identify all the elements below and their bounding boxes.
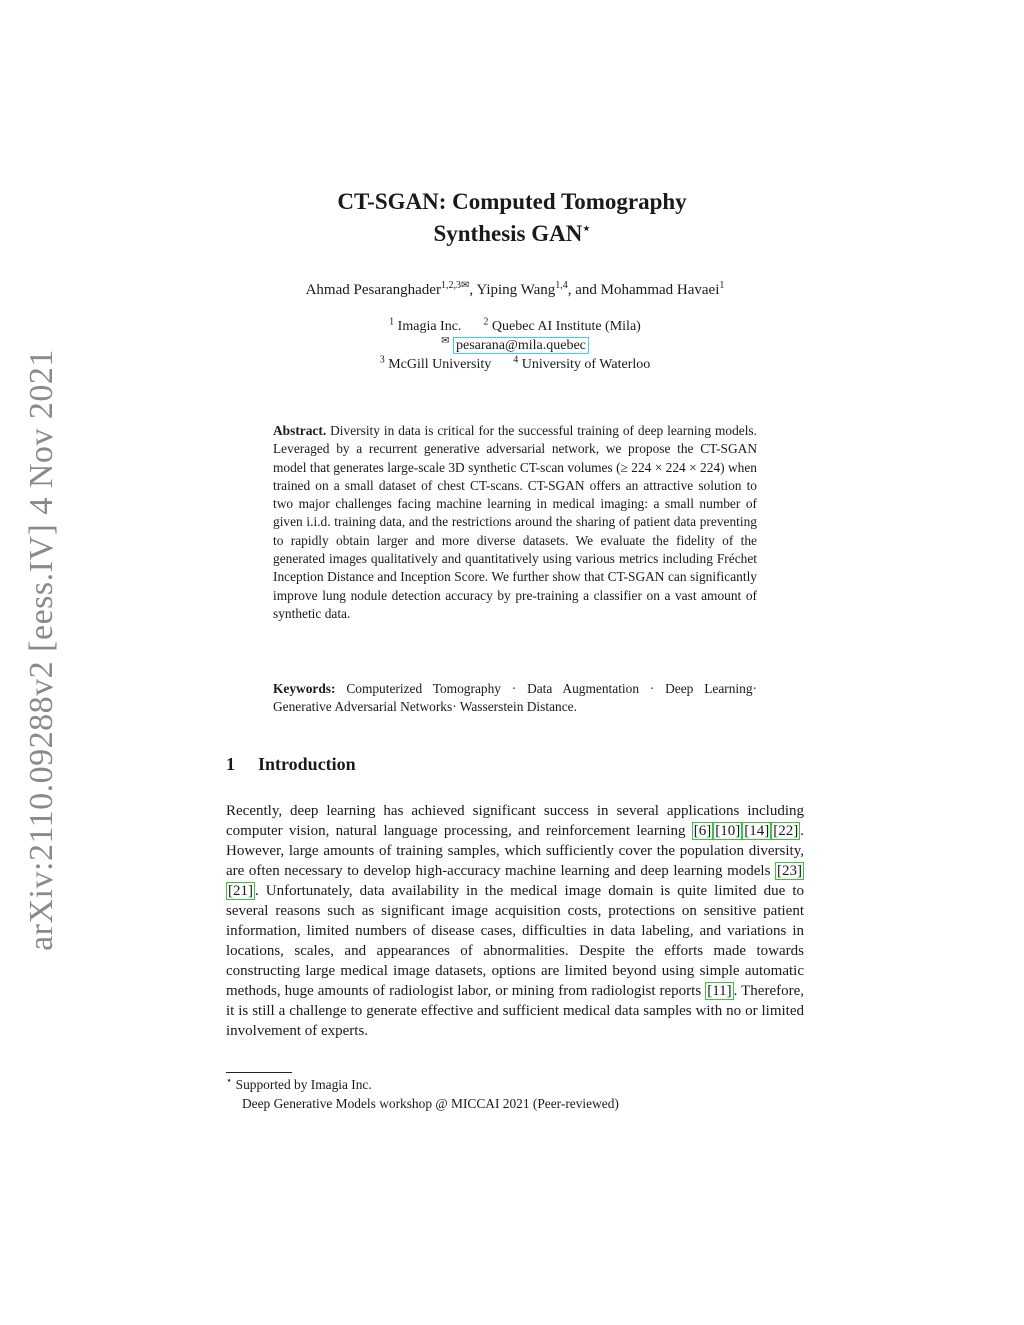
abstract-text: Diversity in data is critical for the successful training of deep learning models. Leveraged by a recurrent generative adversarial network, we propose the CT-SGAN model that generates large-scale 3D synthetic CT-scan volumes (≥ 224 × 224 × 224) when trained on a small dataset of chest CT-scans. CT-SGAN offers an attractive solution to two major challenges facing machine learning in medical imaging: a small number of given i.i.d. training data, and the restrictions around the sharing of patient data preventing to rapidly obtain larger and more diverse datasets. We evaluate the fidelity of the generated images qualitatively and quantitatively using various metrics including Fréchet Inception Distance and Inception Score. We further show that CT-SGAN can significantly improve lung nodule detection accuracy by pre-training a classifier on a vast amount of synthetic data. bbox=[273, 423, 757, 621]
author-name: Yiping Wang bbox=[476, 282, 556, 298]
author-name: Ahmad Pesaranghader bbox=[305, 282, 441, 298]
email-link[interactable]: pesarana@mila.quebec bbox=[453, 337, 589, 354]
citation-link[interactable]: [14] bbox=[744, 823, 770, 839]
citation-link[interactable]: [23] bbox=[777, 863, 802, 879]
footnote-text: Supported by Imagia Inc. bbox=[235, 1077, 372, 1092]
title-line-1: CT-SGAN: Computed Tomography bbox=[337, 189, 687, 214]
affiliation-email-line bbox=[0, 335, 1024, 354]
paper-title bbox=[0, 186, 1024, 250]
footnote-mark: ⋆ bbox=[226, 1075, 233, 1087]
envelope-icon: ✉ bbox=[460, 280, 470, 291]
footnote-2 bbox=[242, 1096, 619, 1112]
keywords bbox=[273, 680, 757, 717]
keywords-text: Computerized Tomography · Data Augmentation · Deep Learning· Generative Adversarial Networks· Wasserstein Distance. bbox=[273, 681, 757, 715]
envelope-icon: ✉ bbox=[441, 335, 450, 347]
affiliation: McGill University bbox=[388, 357, 492, 372]
author-affiliation-numbers: 1 bbox=[719, 280, 725, 291]
affiliation: Quebec AI Institute (Mila) bbox=[491, 319, 641, 334]
author-name: Mohammad Havaei bbox=[600, 282, 720, 298]
author-affiliation-numbers: 1,4 bbox=[555, 280, 568, 291]
abstract-label: Abstract. bbox=[273, 423, 327, 438]
affiliation: University of Waterloo bbox=[521, 357, 651, 372]
citation-link[interactable]: [6] bbox=[693, 823, 712, 839]
affiliation-line-1: $^1$ Imagia Inc. $^2$ Quebec AI Institute (Mila) bbox=[389, 316, 641, 334]
section-heading bbox=[226, 754, 356, 775]
introduction-paragraph: Recently, deep learning has achieved significant success in several applications including computer vision, natural language processing, and reinforcement learning [6] [10] [14] [22] . However, large amounts of training samples, which sufficiently cover the population diversity, are often necessary to develop high-accuracy machine learning and deep learning models [23][21] . Unfortunately, data availability in the medical image domain is quite limited due to several reasons such as significant image acquisition costs, protections on sensitive patient information, limited numbers of disease cases, difficulties in data labeling, and variations in locations, scales, and appearances of abnormalities. Despite the efforts made towards constructing large medical image datasets, options are limited beyond using simple automatic methods, huge amounts of radiologist labor, or mining from radiologist reports [11] . Therefore, it is still a challenge to generate effective and sufficient medical data samples with no or limited involvement of experts. bbox=[226, 803, 804, 1039]
author-affiliation-numbers: 1,2,3✉ bbox=[440, 280, 470, 291]
citation-link[interactable]: [22] bbox=[773, 823, 799, 839]
section-number: 1 bbox=[226, 754, 235, 774]
footnote-text: Deep Generative Models workshop @ MICCAI 2021 (Peer-reviewed) bbox=[242, 1096, 619, 1111]
footnote-1 bbox=[226, 1077, 372, 1093]
citation-link[interactable]: [10] bbox=[715, 823, 741, 839]
section-title: Introduction bbox=[258, 754, 356, 774]
title-footnote-mark: ⋆ bbox=[582, 220, 591, 236]
abstract bbox=[273, 422, 757, 623]
author-list: Ahmad Pesaranghader$^{1,2,3✉}$, Yiping Wang$^{1,4}$, and Mohammad Havaei$^1$ bbox=[305, 280, 725, 298]
arxiv-identifier: arXiv:2110.09288v2 [eess.IV] 4 Nov 2021 bbox=[23, 349, 60, 951]
affiliation-line-2: $^3$ McGill University $^4$ University of Waterloo bbox=[379, 354, 651, 372]
keywords-label: Keywords: bbox=[273, 681, 336, 696]
footnote-divider bbox=[226, 1072, 292, 1073]
citation-link[interactable]: [11] bbox=[707, 983, 732, 999]
citation-link[interactable]: [21] bbox=[228, 883, 253, 899]
title-line-2: Synthesis GAN bbox=[433, 221, 583, 246]
affiliation: Imagia Inc. bbox=[397, 319, 462, 334]
